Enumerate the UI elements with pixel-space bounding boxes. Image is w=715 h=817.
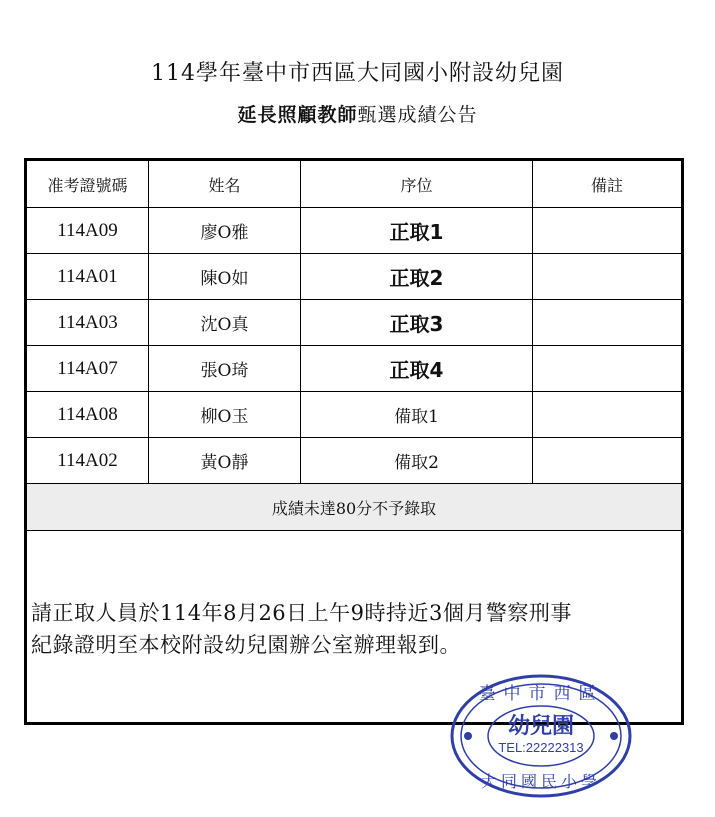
cell-name: 柳O玉 (149, 392, 301, 438)
col-header-note: 備註 (533, 161, 682, 208)
stamp-tel-text: TEL:22222313 (498, 740, 584, 755)
notice-line-1: 請正取人員於114年8月26日上午9時持近3個月警察刑事 (31, 601, 572, 625)
table-row (27, 438, 681, 484)
cell-rank: 正取2 (301, 254, 533, 300)
score-threshold-note: 成績未達80分不予錄取 (27, 484, 681, 531)
cell-note (533, 392, 682, 438)
cell-rank: 正取1 (301, 208, 533, 254)
cell-note (533, 300, 682, 346)
results-table (27, 161, 681, 531)
cell-id: 114A09 (27, 208, 149, 254)
table-row (27, 392, 681, 438)
cell-name: 黃O靜 (149, 438, 301, 484)
cell-rank: 備取1 (301, 392, 533, 438)
page-title: 114學年臺中市西區大同國小附設幼兒園 (151, 61, 564, 86)
stamp-bottom-text: 大同國民小學 (480, 772, 602, 791)
reporting-notice (31, 597, 681, 661)
table-header-row (27, 161, 681, 208)
cell-note (533, 346, 682, 392)
cell-note (533, 208, 682, 254)
subtitle-rest: 甄選成績公告 (357, 104, 478, 126)
cell-id: 114A02 (27, 438, 149, 484)
cell-note (533, 438, 682, 484)
stamp-top-text: 臺中市西區 (478, 684, 604, 704)
table-row (27, 208, 681, 254)
cell-rank: 備取2 (301, 438, 533, 484)
cell-name: 廖O雅 (149, 208, 301, 254)
cell-name: 陳O如 (149, 254, 301, 300)
page-subtitle (0, 100, 715, 127)
cell-id: 114A07 (27, 346, 149, 392)
cell-note (533, 254, 682, 300)
notice-line-2: 紀錄證明至本校附設幼兒園辦公室辦理報到。 (31, 633, 461, 657)
results-frame (24, 158, 684, 725)
subtitle-bold: 延長照顧教師 (237, 104, 358, 126)
col-header-id: 准考證號碼 (27, 161, 149, 208)
table-footer-row (27, 484, 681, 531)
cell-name: 張O琦 (149, 346, 301, 392)
col-header-rank: 序位 (301, 161, 533, 208)
cell-rank: 正取3 (301, 300, 533, 346)
col-header-name: 姓名 (149, 161, 301, 208)
cell-name: 沈O真 (149, 300, 301, 346)
cell-id: 114A08 (27, 392, 149, 438)
table-row (27, 300, 681, 346)
cell-rank: 正取4 (301, 346, 533, 392)
table-row (27, 346, 681, 392)
school-seal-stamp (448, 672, 634, 800)
stamp-center-text: 幼兒園 (507, 713, 575, 739)
cell-id: 114A03 (27, 300, 149, 346)
table-row (27, 254, 681, 300)
cell-id: 114A01 (27, 254, 149, 300)
